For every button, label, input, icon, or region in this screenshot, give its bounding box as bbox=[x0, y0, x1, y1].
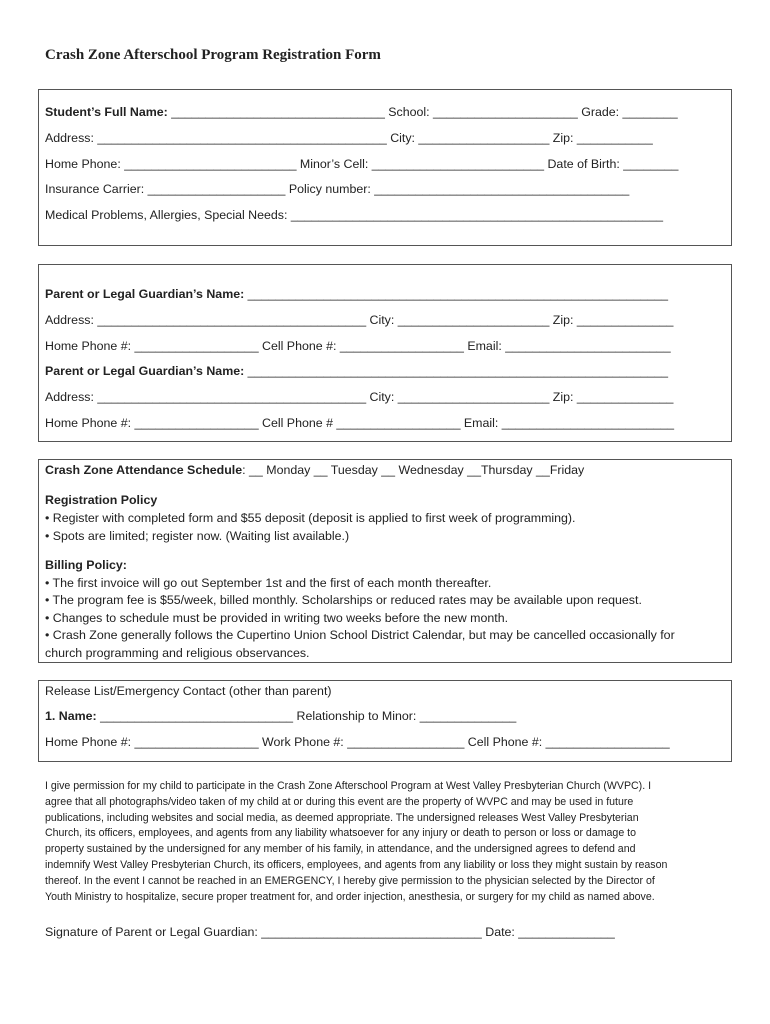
guardian1-name-label: Parent or Legal Guardian’s Name: bbox=[45, 287, 245, 301]
guardian2-name-row bbox=[45, 364, 668, 379]
registration-policy-heading: Registration Policy bbox=[45, 493, 158, 507]
emergency-contact-heading: Release List/Emergency Contact (other than parent) bbox=[45, 684, 332, 698]
student-phone-row[interactable]: Home Phone: _________________________ Minor’s Cell: _________________________ Date of Birth: ________ bbox=[45, 157, 679, 171]
signature-date-row[interactable]: Signature of Parent or Legal Guardian: ________________________________ Date: ______________ bbox=[45, 925, 615, 939]
registration-policy-item: • Spots are limited; register now. (Waiting list available.) bbox=[45, 529, 350, 543]
permission-line: property sustained by the undersigned for any member of his family, in attendance, and the undersigned agrees to defend and bbox=[45, 843, 636, 856]
guardian2-phone-row[interactable]: Home Phone #: __________________ Cell Phone # __________________ Email: _________________________ bbox=[45, 416, 675, 430]
student-medical-row[interactable]: Medical Problems, Allergies, Special Needs: ______________________________________________________ bbox=[45, 208, 663, 222]
guardian1-name-row bbox=[45, 287, 668, 302]
billing-policy-item: • Crash Zone generally follows the Cupertino Union School District Calendar, but may be cancelled occasionally for bbox=[45, 628, 675, 642]
emergency-name-label: 1. Name: bbox=[45, 709, 97, 723]
guardian2-name-field[interactable]: _____________________________________________________________ bbox=[244, 364, 669, 378]
billing-policy-item: • The first invoice will go out September 1st and the first of each month thereafter. bbox=[45, 576, 492, 590]
permission-line: agree that all photographs/video taken of my child at or during this event are the property of WVPC and may be used in future bbox=[45, 795, 634, 808]
permission-line: Youth Ministry to hospitalize, secure proper treatment for, and order injection, anesthesia, or surgery for my child as named above. bbox=[45, 890, 655, 903]
billing-policy-item: • The program fee is $55/week, billed monthly. Scholarships or reduced rates may be available upon request. bbox=[45, 593, 642, 607]
student-insurance-row[interactable]: Insurance Carrier: ____________________ Policy number: _____________________________________ bbox=[45, 182, 630, 196]
student-name-school-grade-fields[interactable]: _______________________________ School: _____________________ Grade: ________ bbox=[167, 105, 678, 119]
permission-line: publications, including websites and social media, as deemed appropriate. The undersigned releases West Valley Presbyterian bbox=[45, 811, 639, 824]
emergency-name-relationship-fields[interactable]: ____________________________ Relationship to Minor: ______________ bbox=[96, 709, 517, 723]
billing-policy-item: • Changes to schedule must be provided in writing two weeks before the new month. bbox=[45, 611, 509, 625]
attendance-schedule-label: Crash Zone Attendance Schedule bbox=[45, 463, 243, 477]
guardian1-name-field[interactable]: _____________________________________________________________ bbox=[244, 287, 669, 301]
emergency-phone-row[interactable]: Home Phone #: __________________ Work Phone #: _________________ Cell Phone #: __________________ bbox=[45, 735, 670, 749]
guardian2-address-row[interactable]: Address: _______________________________________ City: ______________________ Zip: ______________ bbox=[45, 390, 674, 404]
permission-paragraph bbox=[45, 779, 735, 905]
permission-line: indemnify West Valley Presbyterian Church, its officers, employees, and agents from any liability or loss they might sustain by reason bbox=[45, 858, 668, 871]
guardian1-address-row[interactable]: Address: _______________________________________ City: ______________________ Zip: ______________ bbox=[45, 313, 674, 327]
billing-policy-item: church programming and religious observances. bbox=[45, 646, 310, 660]
registration-policy-item: • Register with completed form and $55 deposit (deposit is applied to first week of programming). bbox=[45, 511, 576, 525]
permission-line: Church, its officers, employees, and agents from any liability whatsoever for any injury or death to person or loss or damage to bbox=[45, 827, 636, 840]
student-name-label: Student’s Full Name: bbox=[45, 105, 168, 119]
attendance-schedule-row[interactable] bbox=[45, 463, 584, 478]
attendance-day-options[interactable]: : __ Monday __ Tuesday __ Wednesday __Thursday __Friday bbox=[242, 463, 585, 477]
form-title: Crash Zone Afterschool Program Registration Form bbox=[45, 47, 381, 63]
billing-policy-heading: Billing Policy: bbox=[45, 558, 127, 572]
guardian1-phone-row[interactable]: Home Phone #: __________________ Cell Phone #: __________________ Email: ________________________ bbox=[45, 339, 671, 353]
student-address-row[interactable]: Address: __________________________________________ City: ___________________ Zip: ___________ bbox=[45, 131, 653, 145]
permission-line: thereof. In the event I cannot be reached in an EMERGENCY, I hereby give permission to the physician selected by the Director of bbox=[45, 874, 655, 887]
emergency-name-row bbox=[45, 709, 516, 724]
guardian2-name-label: Parent or Legal Guardian’s Name: bbox=[45, 364, 245, 378]
student-name-row bbox=[45, 105, 678, 120]
permission-line: I give permission for my child to participate in the Crash Zone Afterschool Program at West Valley Presbyterian Church (WVPC). I bbox=[45, 780, 652, 792]
